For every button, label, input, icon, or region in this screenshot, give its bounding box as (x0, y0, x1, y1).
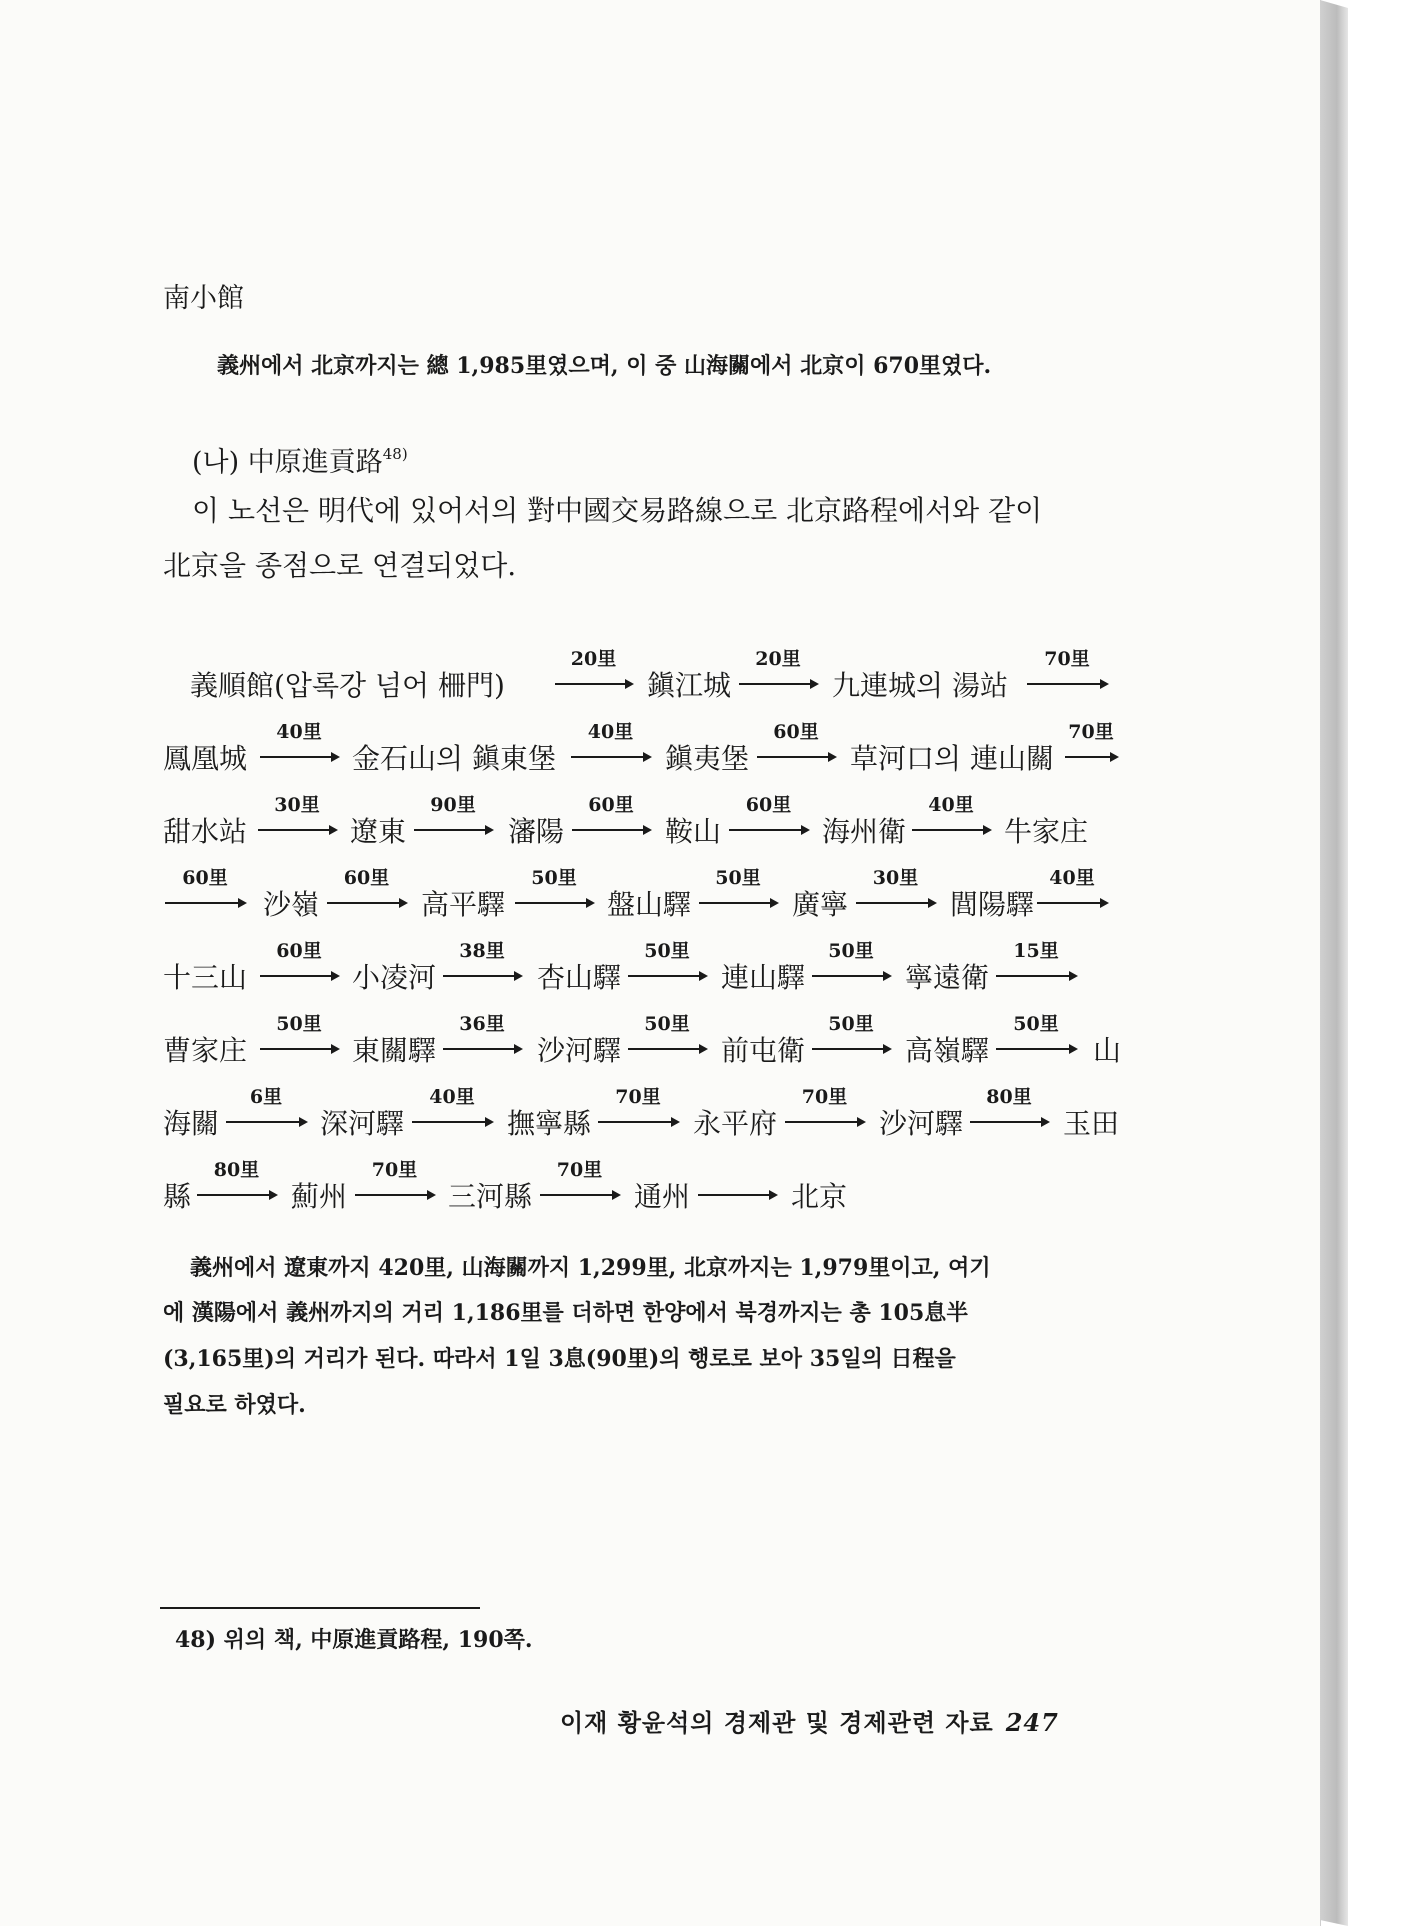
route-distance: 40里 (587, 721, 634, 743)
route-place: 鎭夷堡 (665, 742, 750, 775)
route-arrow (260, 1048, 338, 1050)
route-place: 北京 (791, 1180, 848, 1213)
route-arrow (970, 1121, 1048, 1123)
route-place: 鎭江城 (647, 669, 732, 702)
route-place: 沙嶺 (263, 888, 320, 921)
route-distance: 70里 (371, 1159, 418, 1181)
route-place: 高嶺驛 (905, 1034, 990, 1067)
route-distance: 40里 (1049, 867, 1095, 889)
route-place: 金石山의 鎭東堡 (352, 742, 556, 775)
route-arrow (912, 829, 990, 831)
route-arrow (757, 756, 835, 758)
route-place: 盤山驛 (607, 888, 692, 921)
route-distance: 50里 (1013, 1013, 1059, 1035)
route-place: 鞍山 (665, 815, 722, 848)
route-arrow (856, 902, 935, 904)
route-place: 九連城의 湯站 (832, 669, 1008, 702)
route-place: 遼東 (350, 815, 407, 848)
route-distance: 38里 (459, 940, 505, 962)
route-arrow (699, 902, 777, 904)
route-arrow (572, 829, 650, 831)
route-arrow (729, 829, 808, 831)
route-arrow (260, 975, 338, 977)
route-place: 十三山 (163, 961, 248, 994)
route-place: 縣 (163, 1180, 192, 1213)
route-arrow (258, 829, 336, 831)
route-arrow (412, 1121, 492, 1123)
route-arrow (698, 1194, 776, 1196)
route-place: 撫寧縣 (507, 1107, 592, 1140)
footnote-rule (160, 1607, 480, 1609)
route-place: 薊州 (291, 1180, 348, 1213)
route-arrow (785, 1121, 864, 1123)
route-place: 高平驛 (421, 888, 506, 921)
route-place: 通州 (634, 1180, 691, 1213)
page-number: 247 (1005, 1708, 1059, 1737)
route-arrow (443, 1048, 521, 1050)
route-arrow (555, 683, 632, 685)
body-line-2: 北京을 종점으로 연결되었다. (163, 549, 517, 582)
route-distance: 20里 (755, 648, 801, 670)
route-distance: 50里 (531, 867, 577, 889)
route-distance: 40里 (928, 794, 974, 816)
route-arrow (812, 1048, 890, 1050)
route-place: 甜水站 (163, 815, 248, 848)
route-distance: 70里 (556, 1159, 603, 1181)
route-arrow (996, 1048, 1076, 1050)
route-place: 海關 (163, 1107, 220, 1140)
route-arrow (540, 1194, 619, 1196)
route-distance: 50里 (828, 1013, 874, 1035)
route-arrow (327, 902, 406, 904)
route-distance: 60里 (182, 867, 228, 889)
route-place: 海州衛 (822, 815, 907, 848)
route-place: 三河縣 (448, 1180, 533, 1213)
route-distance: 60里 (745, 794, 792, 816)
route-arrow (226, 1121, 306, 1123)
route-distance: 6里 (249, 1086, 283, 1108)
route-arrow (1065, 756, 1117, 758)
route-arrow (571, 756, 650, 758)
route-arrow (628, 1048, 706, 1050)
route-place: 連山驛 (721, 961, 806, 994)
route-distance: 70里 (801, 1086, 848, 1108)
route-distance: 80里 (986, 1086, 1032, 1108)
route-distance: 36里 (459, 1013, 505, 1035)
route-distance: 50里 (644, 1013, 690, 1035)
route-arrow (1037, 902, 1107, 904)
route-arrow (197, 1194, 276, 1196)
route-place: 鳳凰城 (163, 742, 248, 775)
route-distance: 70里 (1044, 648, 1090, 670)
route-distance: 20里 (570, 648, 617, 670)
route-distance: 60里 (773, 721, 819, 743)
route-distance: 60里 (276, 940, 322, 962)
route-distance: 40里 (429, 1086, 475, 1108)
footnote: 48) 위의 책, 中原進貢路程, 190쪽. (175, 1627, 533, 1653)
route-place: 閭陽驛 (950, 888, 1035, 921)
route-place: 廣寧 (792, 888, 849, 921)
route-place: 東關驛 (352, 1034, 437, 1067)
route-place: 草河口의 連山關 (850, 742, 1054, 775)
footnote-ref: 48) (382, 445, 408, 463)
route-place: 瀋陽 (508, 815, 565, 848)
route-place: 牛家庄 (1004, 815, 1089, 848)
route-place: 沙河驛 (537, 1034, 622, 1067)
route-distance: 30里 (274, 794, 320, 816)
route-arrow (996, 975, 1076, 977)
paragraph-line-2: 에 漢陽에서 義州까지의 거리 1,186里를 더하면 한양에서 북경까지는 총 105息半 (163, 1300, 969, 1326)
route-arrow (812, 975, 890, 977)
route-arrow (1027, 683, 1107, 685)
route-arrow (598, 1121, 678, 1123)
running-footer (560, 1703, 1059, 1738)
route-distance: 15里 (1013, 940, 1059, 962)
body-line-1: 이 노선은 明代에 있어서의 對中國交易路線으로 北京路程에서와 같이 (192, 494, 1043, 527)
route-arrow (414, 829, 492, 831)
route-distance: 50里 (715, 867, 761, 889)
distance-note: 義州에서 北京까지는 總 1,985里였으며, 이 중 山海關에서 北京이 670里였다. (217, 353, 992, 379)
route-distance: 40里 (276, 721, 322, 743)
route-place: 寧遠衛 (905, 961, 990, 994)
paragraph-line-1: 義州에서 遼東까지 420里, 山海關까지 1,299里, 北京까지는 1,979里이고, 여기 (190, 1255, 991, 1281)
route-arrow (739, 683, 817, 685)
route-distance: 50里 (644, 940, 690, 962)
route-distance: 60里 (343, 867, 390, 889)
route-place: 曹家庄 (163, 1034, 248, 1067)
route-arrow (443, 975, 521, 977)
route-place: 義順館(압록강 넘어 柵門) (190, 669, 505, 702)
route-place: 山 (1093, 1034, 1122, 1067)
route-place: 深河驛 (320, 1107, 405, 1140)
route-distance: 90里 (430, 794, 476, 816)
route-distance: 30里 (872, 867, 919, 889)
route-distance: 60里 (588, 794, 634, 816)
route-place: 玉田 (1063, 1107, 1120, 1140)
route-place: 永平府 (693, 1107, 778, 1140)
route-distance: 70里 (615, 1086, 661, 1108)
subsection-label: (나) 中原進貢路 (192, 447, 383, 478)
page-edge (1320, 0, 1348, 1926)
route-place: 沙河驛 (879, 1107, 964, 1140)
route-arrow (355, 1194, 434, 1196)
route-distance: 50里 (276, 1013, 322, 1035)
section-heading: 南小館 (163, 283, 244, 314)
route-distance: 80里 (213, 1159, 260, 1181)
paragraph-line-3: (3,165里)의 거리가 된다. 따라서 1일 3息(90里)의 행로로 보아 35일의 日程을 (163, 1346, 956, 1372)
route-place: 前屯衛 (721, 1034, 806, 1067)
route-place: 小凌河 (352, 961, 437, 994)
route-arrow (515, 902, 593, 904)
route-place: 杏山驛 (537, 961, 622, 994)
route-arrow (165, 902, 245, 904)
paragraph-line-4: 필요로 하였다. (163, 1392, 306, 1418)
route-distance: 70里 (1068, 721, 1114, 743)
route-arrow (628, 975, 706, 977)
route-arrow (260, 756, 338, 758)
footer-title: 이재 황윤석의 경제관 및 경제관련 자료 (560, 1708, 994, 1737)
route-distance: 50里 (828, 940, 874, 962)
